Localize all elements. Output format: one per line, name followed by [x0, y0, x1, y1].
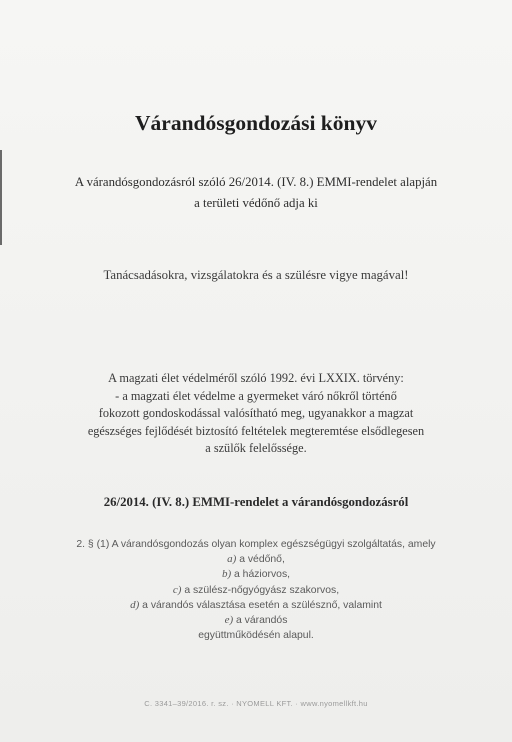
item-marker: d) [130, 598, 140, 611]
law-line: fokozott gondoskodással valósítható meg, ugyanakkor a magzat [98, 406, 414, 421]
print-footer: C. 3341–39/2016. r. sz. · NYOMELL KFT. · www.nyomellkft.hu [144, 699, 368, 708]
decree-item-a [40, 552, 472, 567]
law-line: egészséges fejlődését biztosító feltételek megteremtése elsődlegesen [87, 423, 425, 438]
subtitle-line: A várandósgondozásról szóló 26/2014. (IV. 8.) EMMI-rendelet alapján [74, 175, 438, 189]
item-text: a háziorvos, [231, 569, 291, 581]
item-marker: e) [224, 614, 234, 627]
item-text: a szülész-nőgyógyász szakorvos, [181, 584, 340, 596]
decree-item-d [40, 598, 472, 613]
subtitle-line: a területi védőnő adja ki [194, 196, 318, 210]
item-marker: c) [172, 583, 182, 596]
document-title: Várandósgondozási könyv [135, 111, 377, 135]
law-line: a szülők felelőssége. [205, 441, 307, 456]
law-line: - a magzati élet védelme a gyermeket váró nőkről történő [115, 388, 397, 403]
decree-line: együttműködésén alapul. [198, 630, 314, 642]
page-edge-shadow [0, 150, 2, 245]
decree-item-c [40, 583, 472, 598]
decree-text [40, 537, 472, 643]
decree-heading: 26/2014. (IV. 8.) EMMI-rendelet a várandósgondozásról [103, 495, 409, 509]
item-marker: a) [227, 553, 237, 566]
item-text: a várandós választása esetén a szülésznő, valamint [139, 599, 382, 611]
decree-line: 2. § (1) A várandósgondozás olyan komplex egészségügyi szolgáltatás, amely [76, 539, 436, 550]
decree-item-e [40, 613, 472, 628]
decree-item-b [40, 567, 472, 582]
document-subtitle [40, 172, 472, 214]
item-text: a várandós [233, 615, 288, 627]
item-marker: b) [221, 568, 232, 581]
item-text: a védőnő, [236, 554, 285, 566]
law-quote [40, 370, 472, 458]
law-line: A magzati élet védelméről szóló 1992. évi LXXIX. törvény: [108, 371, 404, 385]
instruction-text: Tanácsadásokra, vizsgálatokra és a szülésre vigye magával! [103, 268, 409, 282]
